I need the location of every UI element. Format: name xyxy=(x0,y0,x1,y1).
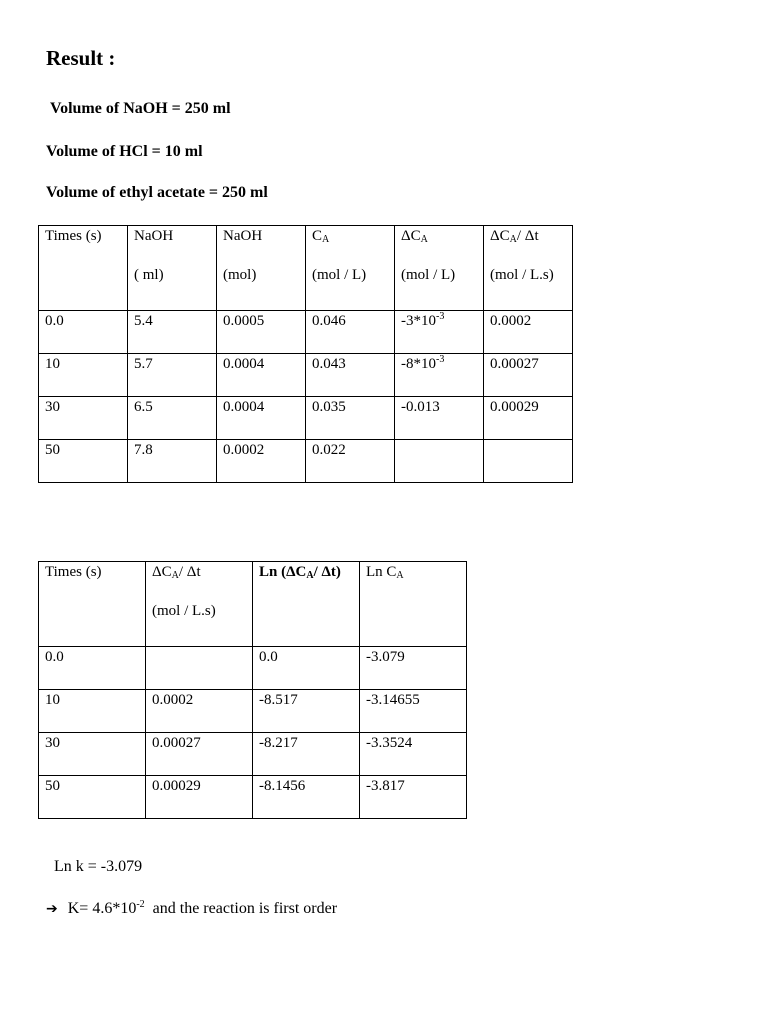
table-row xyxy=(39,733,467,776)
cell-ca: 0.046 xyxy=(306,311,395,354)
cell-delta-ca: -0.013 xyxy=(395,397,484,440)
cell-delta-ca xyxy=(395,354,484,397)
table-header-row xyxy=(39,226,573,311)
header-label: NaOH xyxy=(134,228,174,244)
header-unit: (mol / L.s) xyxy=(490,267,554,283)
hcl-volume: Volume of HCl = 10 ml xyxy=(46,143,203,160)
cell-time: 10 xyxy=(39,690,146,733)
header-label: Ln C xyxy=(366,564,397,580)
cell-naoh-mol: 0.0004 xyxy=(217,397,306,440)
cell-delta-ca xyxy=(395,440,484,483)
naoh-volume: Volume of NaOH = 250 ml xyxy=(50,100,231,117)
header-label-suffix: / Δt xyxy=(178,564,201,580)
cell-ln-rate: -8.1456 xyxy=(253,776,360,819)
cell-naoh-ml: 5.4 xyxy=(128,311,217,354)
ethyl-acetate-volume: Volume of ethyl acetate = 250 ml xyxy=(46,184,268,201)
cell-naoh-ml: 7.8 xyxy=(128,440,217,483)
cell-ln-ca: -3.079 xyxy=(360,647,467,690)
header-subscript: A xyxy=(420,234,428,245)
cell-rate: 0.0002 xyxy=(484,311,573,354)
header-unit: (mol / L) xyxy=(312,267,367,283)
cell-naoh-mol: 0.0004 xyxy=(217,354,306,397)
cell-naoh-mol: 0.0002 xyxy=(217,440,306,483)
cell-time: 50 xyxy=(39,776,146,819)
k-value: K= 4.6*10 xyxy=(67,900,137,917)
conclusion-text: and the reaction is first order xyxy=(152,900,338,917)
results-table xyxy=(38,225,573,483)
header-label: Times (s) xyxy=(45,228,102,244)
header-subscript: A xyxy=(509,234,517,245)
header-times xyxy=(39,226,128,311)
header-rate xyxy=(146,562,253,647)
cell-time: 50 xyxy=(39,440,128,483)
cell-rate: 0.00027 xyxy=(146,733,253,776)
cell-time: 30 xyxy=(39,397,128,440)
cell-naoh-ml: 6.5 xyxy=(128,397,217,440)
header-label-suffix: / Δt) xyxy=(313,564,341,580)
table-header-row xyxy=(39,562,467,647)
k-exponent: -2 xyxy=(136,899,145,910)
cell-ln-ca: -3.3524 xyxy=(360,733,467,776)
header-label: ΔC xyxy=(490,228,510,244)
cell-ln-ca: -3.14655 xyxy=(360,690,467,733)
cell-time: 10 xyxy=(39,354,128,397)
cell-delta-ca xyxy=(395,311,484,354)
log-table xyxy=(38,561,467,819)
header-subscript: A xyxy=(396,570,404,581)
header-ln-rate xyxy=(253,562,360,647)
header-ca xyxy=(306,226,395,311)
cell-time: 0.0 xyxy=(39,311,128,354)
table-row xyxy=(39,311,573,354)
page-heading: Result : xyxy=(46,46,116,70)
cell-ln-ca: -3.817 xyxy=(360,776,467,819)
cell-ca: 0.043 xyxy=(306,354,395,397)
header-unit: (mol / L) xyxy=(401,267,456,283)
cell-rate xyxy=(146,647,253,690)
cell-rate: 0.00027 xyxy=(484,354,573,397)
table-row xyxy=(39,354,573,397)
table-row xyxy=(39,397,573,440)
header-unit: ( ml) xyxy=(134,267,164,283)
header-label: Ln (ΔC xyxy=(259,564,307,580)
table-row xyxy=(39,776,467,819)
header-label: C xyxy=(312,228,323,244)
cell-value: -3*10 xyxy=(401,313,436,329)
header-label: ΔC xyxy=(401,228,421,244)
cell-naoh-ml: 5.7 xyxy=(128,354,217,397)
cell-rate xyxy=(484,440,573,483)
header-unit: (mol) xyxy=(223,267,257,283)
table-row xyxy=(39,440,573,483)
cell-ln-rate: -8.217 xyxy=(253,733,360,776)
cell-exponent: -3 xyxy=(436,354,445,365)
cell-ln-rate: -8.517 xyxy=(253,690,360,733)
cell-ca: 0.022 xyxy=(306,440,395,483)
cell-rate: 0.00029 xyxy=(484,397,573,440)
header-label: ΔC xyxy=(152,564,172,580)
header-unit: (mol / L.s) xyxy=(152,603,216,619)
cell-rate: 0.00029 xyxy=(146,776,253,819)
cell-exponent: -3 xyxy=(436,311,445,322)
header-subscript: A xyxy=(322,234,330,245)
header-label: NaOH xyxy=(223,228,263,244)
cell-ln-rate: 0.0 xyxy=(253,647,360,690)
cell-rate: 0.0002 xyxy=(146,690,253,733)
right-arrow-icon: ➔ xyxy=(46,901,58,917)
cell-naoh-mol: 0.0005 xyxy=(217,311,306,354)
conclusion-line xyxy=(46,900,337,918)
cell-time: 0.0 xyxy=(39,647,146,690)
header-naoh-mol xyxy=(217,226,306,311)
ln-k-result: Ln k = -3.079 xyxy=(54,858,143,875)
cell-value: -8*10 xyxy=(401,356,436,372)
cell-ca: 0.035 xyxy=(306,397,395,440)
header-naoh-ml xyxy=(128,226,217,311)
table-row xyxy=(39,647,467,690)
header-delta-ca xyxy=(395,226,484,311)
header-label: Times (s) xyxy=(45,564,102,580)
header-times xyxy=(39,562,146,647)
cell-time: 30 xyxy=(39,733,146,776)
header-rate xyxy=(484,226,573,311)
header-subscript: A xyxy=(306,570,314,581)
header-label-suffix: / Δt xyxy=(516,228,539,244)
table-row xyxy=(39,690,467,733)
header-subscript: A xyxy=(171,570,179,581)
header-ln-ca xyxy=(360,562,467,647)
